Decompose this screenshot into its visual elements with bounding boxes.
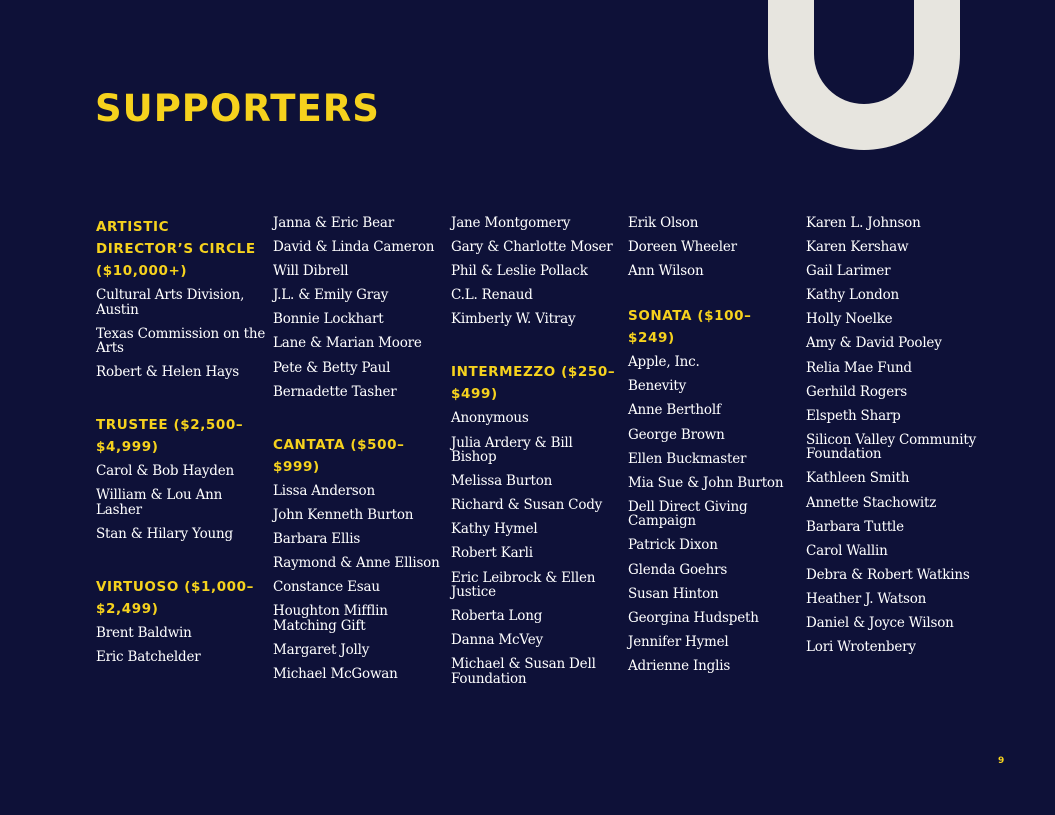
supporter-name: Bonnie Lockhart: [273, 311, 384, 328]
supporter-name: Bernadette Tasher: [273, 383, 397, 400]
supporter-name: Danna McVey: [451, 632, 543, 649]
supporter-name: C.L. Renaud: [451, 287, 533, 304]
decorative-letter-u: [768, 0, 960, 150]
supporter-name: Melissa Burton: [451, 473, 553, 490]
list-artistic-directors-circle: [96, 288, 266, 380]
supporter-name: Carol Wallin: [806, 542, 888, 559]
supporter-name: Gerhild Rogers: [806, 383, 907, 400]
supporter-name: Eric Leibrock & Ellen Justice: [451, 569, 596, 601]
supporter-name: Eric Batchelder: [96, 649, 201, 666]
column-2: [273, 216, 443, 691]
supporter-name: Lissa Anderson: [273, 482, 375, 499]
column-5: [806, 216, 976, 664]
supporter-name: Kathy London: [806, 287, 900, 304]
supporter-name: Barbara Tuttle: [806, 518, 904, 535]
supporter-name: Jane Montgomery: [451, 215, 571, 231]
supporter-name: Barbara Ellis: [273, 530, 361, 547]
supporter-name: J.L. & Emily Gray: [273, 287, 389, 304]
list-cantata: [273, 484, 443, 682]
supporter-name: Georgina Hudspeth: [628, 609, 759, 626]
supporter-name: Julia Ardery & Bill Bishop: [451, 434, 573, 466]
supporter-name: Apple, Inc.: [628, 354, 700, 371]
supporter-name: Karen Kershaw: [806, 239, 909, 256]
heading-artistic-directors-circle: ARTISTIC DIRECTOR’S CIRCLE ($10,000+): [96, 219, 256, 279]
list-virtuoso-continued: [273, 216, 443, 399]
supporter-name: Glenda Goehrs: [628, 561, 728, 578]
heading-virtuoso: VIRTUOSO ($1,000–$2,499): [96, 579, 255, 618]
list-sonata: [628, 355, 798, 673]
heading-intermezzo: INTERMEZZO ($250–$499): [451, 364, 616, 403]
supporter-name: Margaret Jolly: [273, 641, 370, 658]
supporter-name: Michael & Susan Dell Foundation: [451, 656, 596, 687]
supporter-name: Kimberly W. Vitray: [451, 311, 576, 328]
column-3: [451, 216, 621, 696]
supporter-name: Kathy Hymel: [451, 521, 538, 538]
supporter-name: Elspeth Sharp: [806, 407, 901, 424]
supporter-name: Lane & Marian Moore: [273, 335, 422, 352]
supporter-name: Constance Esau: [273, 579, 380, 596]
supporter-name: Amy & David Pooley: [806, 335, 942, 352]
supporter-name: Daniel & Joyce Wilson: [806, 615, 954, 631]
supporter-name: Brent Baldwin: [96, 625, 192, 642]
supporter-name: Robert & Helen Hays: [96, 364, 240, 381]
heading-trustee: TRUSTEE ($2,500–$4,999): [96, 417, 244, 456]
supporter-name: Janna & Eric Bear: [273, 215, 394, 231]
supporter-name: Lori Wrotenbery: [806, 639, 916, 656]
supporter-name: Anonymous: [451, 410, 529, 427]
supporter-name: Patrick Dixon: [628, 537, 718, 554]
supporter-name: George Brown: [628, 426, 725, 443]
supporter-name: Mia Sue & John Burton: [628, 474, 784, 491]
supporter-name: Pete & Betty Paul: [273, 359, 391, 376]
list-trustee: [96, 464, 266, 541]
supporter-name: David & Linda Cameron: [273, 239, 435, 256]
supporter-name: Benevity: [628, 378, 686, 395]
supporter-name: Phil & Leslie Pollack: [451, 263, 588, 280]
supporter-name: Robert Karli: [451, 545, 533, 562]
supporter-name: Will Dibrell: [273, 263, 349, 280]
supporter-name: Kathleen Smith: [806, 470, 910, 487]
list-intermezzo-continued: [628, 216, 798, 279]
supporter-name: Annette Stachowitz: [806, 494, 937, 511]
list-cantata-continued: [451, 216, 621, 327]
supporter-name: Cultural Arts Division, Austin: [96, 287, 245, 318]
supporter-name: William & Lou Ann Lasher: [96, 487, 223, 518]
supporter-name: Jennifer Hymel: [628, 633, 729, 650]
supporter-name: Karen L. Johnson: [806, 215, 921, 231]
supporter-name: Ann Wilson: [628, 263, 704, 280]
supporter-name: Raymond & Anne Ellison: [273, 555, 440, 572]
supporter-name: Stan & Hilary Young: [96, 525, 233, 542]
supporter-name: Gary & Charlotte Moser: [451, 239, 613, 256]
list-sonata-continued: [806, 216, 976, 655]
supporter-name: Richard & Susan Cody: [451, 497, 603, 514]
supporter-name: Carol & Bob Hayden: [96, 463, 235, 480]
list-virtuoso: [96, 626, 266, 665]
heading-sonata: SONATA ($100–$249): [628, 308, 752, 347]
supporter-name: Anne Bertholf: [628, 402, 721, 419]
supporter-name: Ellen Buckmaster: [628, 450, 747, 467]
supporter-name: Doreen Wheeler: [628, 239, 737, 256]
supporter-name: Michael McGowan: [273, 665, 398, 682]
supporter-name: Adrienne Inglis: [628, 657, 731, 674]
supporter-name: Susan Hinton: [628, 585, 719, 602]
supporter-name: Silicon Valley Community Foundation: [806, 431, 976, 463]
supporter-name: Roberta Long: [451, 608, 543, 625]
page-number: 9: [998, 756, 1005, 766]
column-1: [96, 216, 266, 674]
supporter-name: Houghton Mifflin Matching Gift: [273, 603, 388, 634]
heading-cantata: CANTATA ($500–$999): [273, 436, 405, 475]
page-title: SUPPORTERS: [95, 87, 380, 130]
supporter-name: Texas Commission on the Arts: [96, 325, 266, 357]
supporter-name: Holly Noelke: [806, 311, 893, 328]
column-4: [628, 216, 798, 683]
supporter-name: Gail Larimer: [806, 263, 891, 280]
supporter-name: John Kenneth Burton: [273, 506, 414, 523]
list-intermezzo: [451, 411, 621, 686]
supporter-name: Relia Mae Fund: [806, 359, 912, 376]
supporter-name: Heather J. Watson: [806, 590, 927, 607]
supporter-name: Dell Direct Giving Campaign: [628, 498, 748, 530]
supporter-name: Debra & Robert Watkins: [806, 566, 970, 583]
supporter-name: Erik Olson: [628, 215, 699, 231]
